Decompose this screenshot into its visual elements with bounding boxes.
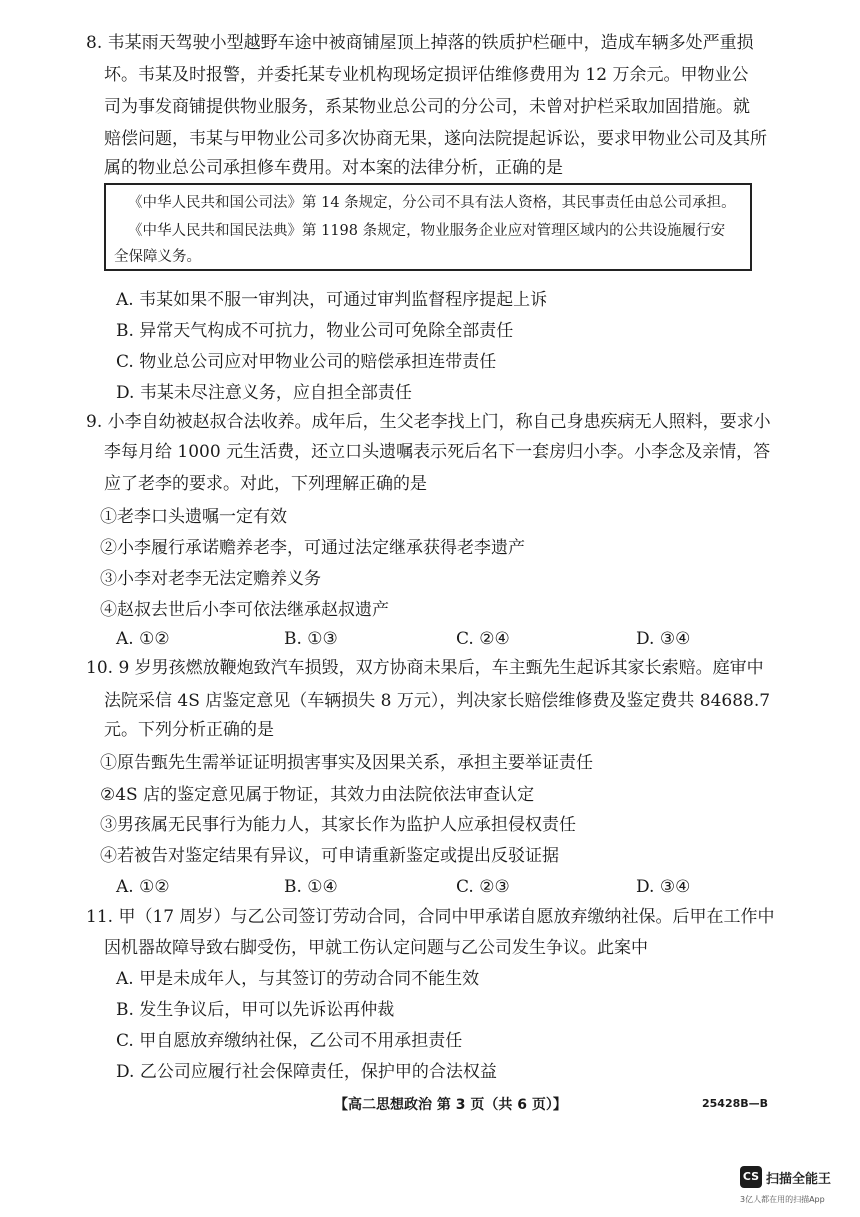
q10-item-2: ②4S 店的鉴定意见属于物证，其效力由法院依法审查认定	[100, 785, 535, 805]
q9-stem-line-2: 李每月给 1000 元生活费，还立口头遗嘱表示死后名下一套房归小李。小李念及亲情，答	[104, 442, 771, 462]
q8-option-d: D. 韦某未尽注意义务，应自担全部责任	[116, 383, 412, 403]
q9-option-a: A. ①②	[116, 629, 170, 649]
q11-option-a: A. 甲是未成年人，与其签订的劳动合同不能生效	[116, 969, 480, 989]
q10-stem-line-3: 元。下列分析正确的是	[104, 720, 274, 740]
q11-option-c: C. 甲自愿放弃缴纳社保，乙公司不用承担责任	[116, 1031, 463, 1051]
q8-option-a: A. 韦某如果不服一审判决，可通过审判监督程序提起上诉	[116, 290, 548, 310]
q8-option-c: C. 物业总公司应对甲物业公司的赔偿承担连带责任	[116, 352, 497, 372]
q9-option-b: B. ①③	[284, 629, 338, 649]
page-footer: 【高二思想政治 第 3 页（共 6 页）】	[334, 1097, 567, 1113]
q9-item-2: ②小李履行承诺赡养老李，可通过法定继承获得老李遗产	[100, 538, 525, 558]
q10-item-1: ①原告甄先生需举证证明损害事实及因果关系，承担主要举证责任	[100, 753, 593, 773]
q8-stem-line-5: 属的物业总公司承担修车费用。对本案的法律分析，正确的是	[104, 158, 563, 178]
q9-stem-line-3: 应了老李的要求。对此，下列理解正确的是	[104, 474, 427, 494]
paper-code: 25428B—B	[702, 1097, 769, 1110]
q8-box-line-1: 《中华人民共和国公司法》第 14 条规定，分公司不具有法人资格，其民事责任由总公司承担。	[128, 195, 736, 211]
scanner-tagline: 3亿人都在用的扫描App	[740, 1195, 825, 1204]
q9-item-1: ①老李口头遗嘱一定有效	[100, 507, 287, 527]
scanner-watermark	[736, 1166, 846, 1206]
q9-option-c: C. ②④	[456, 629, 510, 649]
q10-stem-line-1: 10. 9 岁男孩燃放鞭炮致汽车损毁，双方协商未果后，车主甄先生起诉其家长索赔。庭审中	[86, 658, 764, 678]
scanner-logo-icon: CS	[740, 1166, 762, 1188]
q8-stem-line-3: 司为事发商铺提供物业服务，系某物业总公司的分公司，未曾对护栏采取加固措施。就	[104, 97, 750, 117]
q11-option-d: D. 乙公司应履行社会保障责任，保护甲的合法权益	[116, 1062, 497, 1082]
q10-option-a: A. ①②	[116, 877, 170, 897]
q8-stem-line-1: 8. 韦某雨天驾驶小型越野车途中被商铺屋顶上掉落的铁质护栏砸中，造成车辆多处严重损	[86, 33, 754, 53]
q10-stem-line-2: 法院采信 4S 店鉴定意见（车辆损失 8 万元），判决家长赔偿维修费及鉴定费共 84688.7	[104, 691, 771, 711]
q9-item-3: ③小李对老李无法定赡养义务	[100, 569, 321, 589]
q10-option-b: B. ①④	[284, 877, 338, 897]
scanner-app-name: 扫描全能王	[766, 1172, 832, 1187]
q8-law-excerpt-box	[104, 183, 752, 271]
q8-stem-line-4: 赔偿问题，韦某与甲物业公司多次协商无果，遂向法院提起诉讼，要求甲物业公司及其所	[104, 129, 767, 149]
q8-box-line-2: 《中华人民共和国民法典》第 1198 条规定，物业服务企业应对管理区域内的公共设施履行安	[128, 223, 726, 239]
q8-box-line-3: 全保障义务。	[114, 249, 201, 265]
q9-stem-line-1: 9. 小李自幼被赵叔合法收养。成年后，生父老李找上门，称自己身患疾病无人照料，要求小	[86, 412, 771, 432]
q10-option-c: C. ②③	[456, 877, 510, 897]
q8-option-b: B. 异常天气构成不可抗力，物业公司可免除全部责任	[116, 321, 514, 341]
q11-option-b: B. 发生争议后，甲可以先诉讼再仲裁	[116, 1000, 395, 1020]
q11-stem-line-2: 因机器故障导致右脚受伤，甲就工伤认定问题与乙公司发生争议。此案中	[104, 938, 648, 958]
q8-stem-line-2: 坏。韦某及时报警，并委托某专业机构现场定损评估维修费用为 12 万余元。甲物业公	[104, 65, 749, 85]
q9-item-4: ④赵叔去世后小李可依法继承赵叔遗产	[100, 600, 389, 620]
q10-item-3: ③男孩属无民事行为能力人，其家长作为监护人应承担侵权责任	[100, 815, 576, 835]
q10-option-d: D. ③④	[636, 877, 691, 897]
q11-stem-line-1: 11. 甲（17 周岁）与乙公司签订劳动合同，合同中甲承诺自愿放弃缴纳社保。后甲在工作中	[86, 907, 775, 927]
q9-option-d: D. ③④	[636, 629, 691, 649]
q10-item-4: ④若被告对鉴定结果有异议，可申请重新鉴定或提出反驳证据	[100, 846, 559, 866]
